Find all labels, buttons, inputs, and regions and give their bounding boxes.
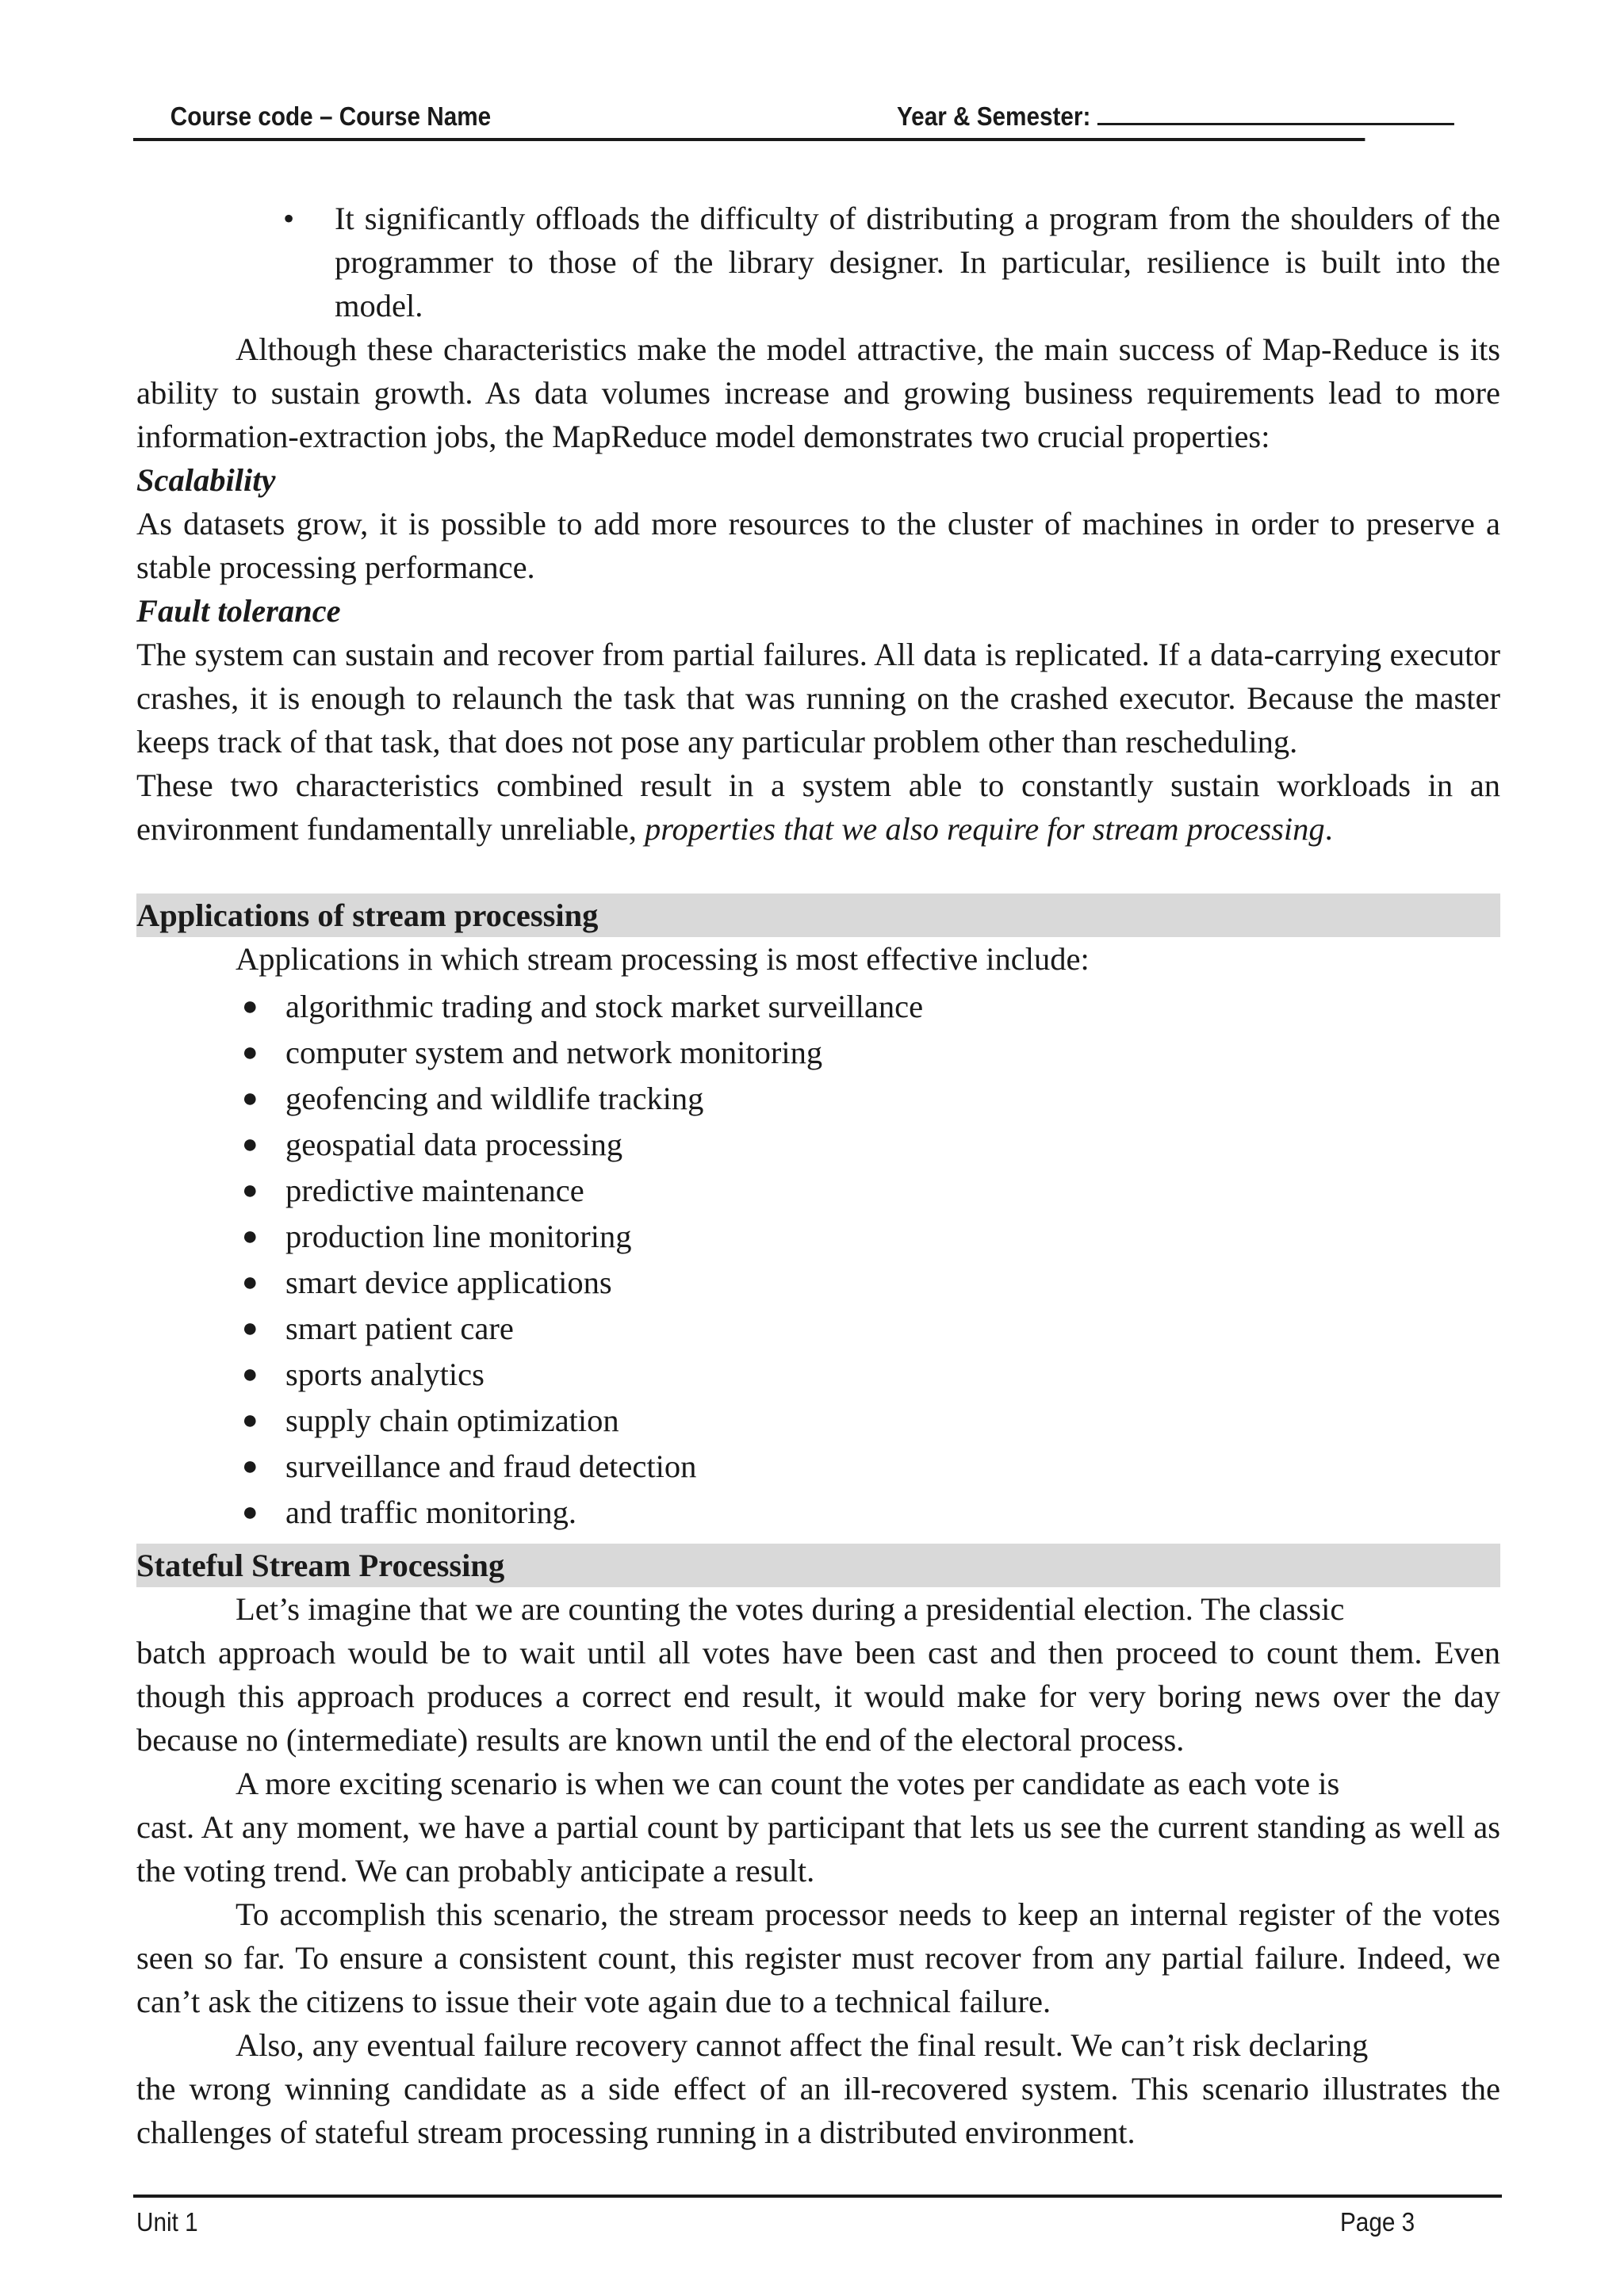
stateful-paragraph-4-cont: the wrong winning candidate as a side effect of an ill-recovered system. This scenario illustrates the challenges of stateful stream processing running in a distributed environment. <box>136 2071 1500 2150</box>
bullet-icon: ● <box>242 1222 259 1251</box>
paragraph-although: Although these characteristics make the model attractive, the main success of Map-Reduce is its ability to sustain growth. As data volumes increase and growing business requirements lead to more information-extraction jobs, the MapReduce model demonstrates two crucial properties: <box>136 331 1500 454</box>
application-text: surveillance and fraud detection <box>285 1448 697 1484</box>
page-footer <box>133 2195 1502 2237</box>
application-list-item <box>136 1306 1500 1352</box>
year-semester-label: Year & Semester: <box>897 101 1091 131</box>
application-text: geofencing and wildlife tracking <box>285 1081 704 1116</box>
fault-tolerance-paragraph: The system can sustain and recover from partial failures. All data is replicated. If a data-carrying executor crashes, it is enough to relaunch the task that was running on the crashed executor. Because the master keeps track of that task, that does not pose any particular problem other than rescheduling. <box>136 637 1500 760</box>
application-text: production line monitoring <box>285 1219 632 1254</box>
scalability-heading: Scalability <box>136 462 276 498</box>
bullet-icon: ● <box>242 1360 259 1389</box>
application-list-item <box>136 1168 1500 1214</box>
application-list-item <box>136 1490 1500 1536</box>
stateful-p4-first: Also, any eventual failure recovery cannot affect the final result. We can’t risk declaring <box>236 2027 1369 2063</box>
page-header <box>133 94 1365 141</box>
bullet-icon: ● <box>242 1314 259 1343</box>
stateful-paragraph-3: To accomplish this scenario, the stream processor needs to keep an internal register of the votes seen so far. To ensure a consistent count, this register must recover from any partial failure. Indeed, we can’t ask the citizens to issue their vote again due to a technical failure. <box>136 1896 1500 2019</box>
application-list-item <box>136 1260 1500 1306</box>
stateful-paragraph-2 <box>136 1762 1500 1805</box>
application-text: algorithmic trading and stock market surveillance <box>285 989 924 1024</box>
stateful-paragraph-2-cont: cast. At any moment, we have a partial count by participant that lets us see the current standing as well as the voting trend. We can probably anticipate a result. <box>136 1809 1500 1888</box>
stateful-paragraph-1 <box>136 1587 1500 1631</box>
application-text: smart patient care <box>285 1311 514 1346</box>
top-bullet-item <box>136 197 1500 327</box>
combined-emphasis: properties that we also require for stream processing <box>645 811 1325 847</box>
combined-end: . <box>1324 811 1333 847</box>
stateful-p1-first: Let’s imagine that we are counting the votes during a presidential election. The classic <box>236 1591 1345 1627</box>
bullet-icon: ● <box>242 1084 259 1113</box>
bullet-icon: ● <box>242 1038 259 1067</box>
combined-text: These two characteristics combined result in a system able to constantly sustain workloads in an environment fundamentally unreliable, <box>136 767 1500 847</box>
application-list-item <box>136 1444 1500 1490</box>
application-list-item <box>136 1352 1500 1398</box>
application-list-item <box>136 1076 1500 1122</box>
application-list-item <box>136 1214 1500 1260</box>
fault-tolerance-heading: Fault tolerance <box>136 593 341 629</box>
applications-heading: Applications of stream processing <box>136 894 1500 937</box>
top-bullet-text: It significantly offloads the difficulty of distributing a program from the shoulders of the programmer to those of the library designer. In particular, resilience is built into the model. <box>335 201 1500 323</box>
footer-page-number: Page 3 <box>1340 2207 1415 2237</box>
bullet-icon: ● <box>242 992 259 1021</box>
course-title: Course code – Course Name <box>170 101 492 131</box>
bullet-icon: ● <box>242 1176 259 1205</box>
application-list-item <box>136 1030 1500 1076</box>
bullet-icon: ● <box>242 1130 259 1159</box>
application-list-item <box>136 984 1500 1030</box>
stateful-heading: Stateful Stream Processing <box>136 1544 1500 1587</box>
document-body <box>136 197 1500 2154</box>
stateful-paragraph-1-cont: batch approach would be to wait until all votes have been cast and then proceed to count them. Even though this approach produces a correct end result, it would make for very boring news over the day because no (intermediate) results are known until the end of the electoral process. <box>136 1635 1500 1758</box>
applications-intro: Applications in which stream processing is most effective include: <box>236 941 1090 977</box>
combined-paragraph <box>136 763 1500 851</box>
bullet-icon: ● <box>242 1498 259 1527</box>
application-text: computer system and network monitoring <box>285 1035 823 1070</box>
footer-unit: Unit 1 <box>136 2207 198 2237</box>
application-list-item <box>136 1122 1500 1168</box>
scalability-paragraph: As datasets grow, it is possible to add more resources to the cluster of machines in order to preserve a stable processing performance. <box>136 506 1500 585</box>
application-text: supply chain optimization <box>285 1402 619 1438</box>
bullet-icon: ● <box>242 1406 259 1435</box>
stateful-p2-first: A more exciting scenario is when we can count the votes per candidate as each vote is <box>236 1766 1340 1801</box>
bullet-icon: • <box>283 201 295 236</box>
bullet-icon: ● <box>242 1268 259 1297</box>
application-text: smart device applications <box>285 1265 612 1300</box>
year-semester-blank <box>1097 102 1454 125</box>
applications-list <box>136 984 1500 1536</box>
application-text: sports analytics <box>285 1357 485 1392</box>
application-text: and traffic monitoring. <box>285 1494 577 1530</box>
application-text: predictive maintenance <box>285 1173 584 1208</box>
year-semester <box>897 101 1454 132</box>
application-text: geospatial data processing <box>285 1127 623 1162</box>
bullet-icon: ● <box>242 1452 259 1481</box>
application-list-item <box>136 1398 1500 1444</box>
stateful-paragraph-4 <box>136 2023 1500 2067</box>
